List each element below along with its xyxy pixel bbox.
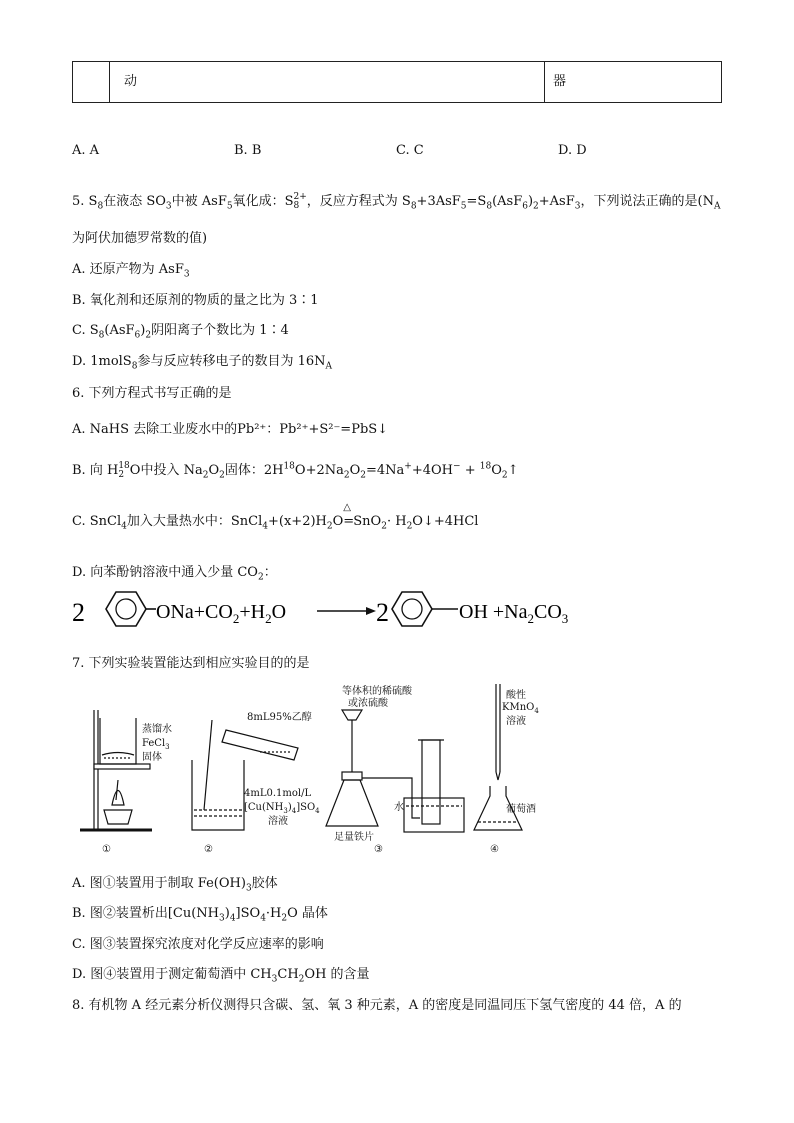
fig2-label-complex: $[Cu(NH_3)_4]SO_4$ bbox=[244, 802, 320, 815]
reaction-arrow-icon bbox=[317, 607, 376, 615]
fig4-label-kmno4: KMnO$_4$ bbox=[502, 702, 539, 715]
fig4-label-acidic: 酸性 bbox=[506, 690, 526, 701]
q6-option-c: C. SnCl$_4$加入大量热水中：$SnCl_4+(x+2)H_2O$ △ $=SnO_2\cdot H_2O↓+4HCl$ bbox=[72, 502, 479, 532]
q4-option-a: A. A bbox=[72, 143, 100, 158]
fig4-label-solution: 溶液 bbox=[506, 716, 526, 727]
fig3-label-water: 水 bbox=[394, 802, 404, 813]
q7-option-b: B. 图②装置析出$[Cu(NH_3)_4]SO_4\cdot H_2O$ 晶体 bbox=[72, 906, 328, 924]
fig2-label-conc: 4mL0.1mol/L bbox=[244, 788, 312, 799]
fig3-label-iron: 足量铁片 bbox=[334, 832, 374, 843]
heat-symbol-icon: △ bbox=[343, 502, 351, 513]
q6-option-a: A. NaHS 去除工业废水中的Pb²⁺：Pb²⁺+S²⁻=PbS↓ bbox=[72, 422, 389, 437]
q4-option-b: B. B bbox=[234, 143, 262, 158]
q8-stem: 8. 有机物 A 经元素分析仪测得只含碳、氢、氧 3 种元素，A 的密度是同温同压下氢气密度的 44 倍，A 的 bbox=[72, 998, 682, 1013]
eq-right-group: OH $+Na_2CO_3$ bbox=[459, 601, 569, 626]
q4-option-c: C. C bbox=[396, 143, 424, 158]
eq-left-group: $ONa+CO_2+H_2O$ bbox=[156, 601, 287, 626]
fig1-number: ① bbox=[102, 844, 111, 855]
q5-stem-line2: 为阿伏加德罗常数的值) bbox=[72, 231, 208, 246]
fig1-label-solid: 固体 bbox=[142, 752, 162, 763]
fig3-number: ③ bbox=[374, 844, 383, 855]
q7-stem: 7. 下列实验装置能达到相应实验目的的是 bbox=[72, 656, 310, 671]
fig2-label-ethanol: 8mL95%乙醇 bbox=[247, 712, 312, 723]
table-cell-2: 器 bbox=[553, 74, 567, 89]
q7-option-a: A. 图①装置用于制取 $Fe(OH)_3$胶体 bbox=[72, 876, 278, 894]
q5-option-c: C. $S_8(AsF_6)_2$阴阳离子个数比为 1∶4 bbox=[72, 323, 289, 341]
experiment-apparatus-figure bbox=[72, 680, 539, 860]
apparatus-2-icon bbox=[192, 720, 298, 830]
fig1-label-water: 蒸馏水 bbox=[142, 724, 172, 735]
q6-option-d: D. 向苯酚钠溶液中通入少量 $CO_2$： bbox=[72, 565, 277, 583]
table-cell-empty bbox=[73, 62, 110, 102]
q5-option-b: B. 氧化剂和还原剂的物质的量之比为 3∶1 bbox=[72, 293, 319, 308]
fig3-label-conc-acid: 或浓硫酸 bbox=[348, 698, 388, 709]
apparatus-3-icon bbox=[326, 710, 464, 832]
fig3-label-acid: 等体积的稀硫酸 bbox=[342, 686, 412, 697]
answer-table bbox=[72, 61, 722, 103]
q6-stem: 6. 下列方程式书写正确的是 bbox=[72, 386, 232, 401]
eq-coef-left: 2 bbox=[72, 598, 85, 627]
fig4-number: ④ bbox=[490, 844, 499, 855]
q5-stem: 5. $S_8$在液态 $SO_3$中被 AsF$_5$氧化成：S 2+ 8 ，反应方程式为 $S_8+3AsF_5=S_8(AsF_6)_2+AsF_3$，下列说法正确的是($N_A$ bbox=[72, 191, 721, 212]
q5-option-d: D. 1molS$_8$参与反应转移电子的数目为 $16N_A$ bbox=[72, 354, 333, 372]
benzene-ring-icon-left bbox=[106, 592, 156, 626]
benzene-ring-icon-right bbox=[392, 592, 458, 626]
phenoxide-equation bbox=[72, 585, 632, 635]
fig4-label-wine: 葡萄酒 bbox=[506, 804, 536, 815]
q7-option-c: C. 图③装置探究浓度对化学反应速率的影响 bbox=[72, 937, 324, 952]
q4-option-d: D. D bbox=[558, 143, 587, 158]
fig2-number: ② bbox=[204, 844, 213, 855]
q5-option-a: A. 还原产物为 AsF$_3$ bbox=[72, 262, 190, 280]
eq-coef-right: 2 bbox=[376, 598, 389, 627]
fig1-label-fecl3: FeCl$_3$ bbox=[142, 738, 170, 751]
table-cell-1: 动 bbox=[110, 62, 545, 102]
q7-option-d: D. 图④装置用于测定葡萄酒中 $CH_3CH_2OH$ 的含量 bbox=[72, 967, 370, 985]
fig2-label-solution: 溶液 bbox=[268, 816, 288, 827]
q6-option-b: B. 向 H 18 2 O中投入 $Na_2O_2$固体：$2H^{18}O+2Na_2O_2=4Na^++4OH^-$ + $^{18}O_2↑$ bbox=[72, 460, 519, 481]
